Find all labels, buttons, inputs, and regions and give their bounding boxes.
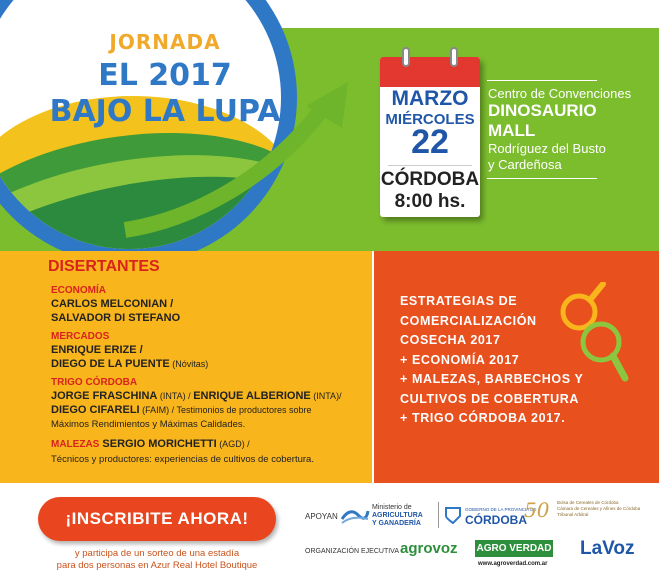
topic-line: + MALEZAS, BARBECHOS Y: [400, 372, 584, 386]
bolsa-logo-text: [557, 500, 640, 518]
sponsor-text: Ministerio de: [372, 504, 412, 511]
section-title-mercados: MERCADOS: [51, 331, 110, 342]
calendar-ring-icon: [402, 47, 410, 67]
sponsor-text: GOBIERNO DE LA PROVINCIA DE: [465, 507, 537, 512]
section-title-economia: ECONOMÍA: [51, 285, 106, 296]
organizer-label: ORGANIZACIÓN EJECUTIVA: [305, 548, 399, 555]
speaker-line: [51, 404, 312, 416]
section-title-malezas: MALEZAS: [51, 439, 100, 450]
speaker-line: [51, 390, 342, 402]
calendar-header: [380, 57, 480, 87]
venue-info: [488, 86, 653, 173]
panel-divider: [372, 251, 374, 483]
header-banner: [0, 0, 659, 251]
topic-line: ESTRATEGIAS DE: [400, 294, 518, 308]
calendar-month: MARZO: [391, 87, 469, 110]
bolsa-50-logo: 50: [524, 498, 550, 522]
speaker-affiliation: (Nóvitas): [169, 359, 209, 369]
calendar-time: 8:00 hs.: [394, 191, 466, 212]
event-title: [40, 58, 290, 130]
sponsor-divider: [438, 502, 439, 528]
topic-line: + TRIGO CÓRDOBA 2017.: [400, 411, 566, 425]
ministerio-logo-icon: [340, 505, 370, 525]
agroverdad-url: www.agroverdad.com.ar: [478, 561, 548, 567]
section-title-trigo: TRIGO CÓRDOBA: [51, 377, 138, 388]
topic-line: CULTIVOS DE COBERTURA: [400, 391, 580, 406]
speaker-name: DIEGO DE LA PUENTE: [51, 358, 170, 370]
raffle-line: y participa de un sorteo de una estadía: [74, 548, 240, 559]
sponsor-text: AGRICULTURA: [372, 512, 423, 519]
speaker-affiliation: (INTA) /: [157, 391, 194, 401]
venue-address: y Cardeñosa: [488, 157, 562, 172]
event-kicker: JORNADA: [109, 30, 221, 54]
raffle-text: [38, 548, 276, 572]
speaker-note: Máximos Rendimientos y Máximas Calidades.: [51, 419, 246, 430]
sponsor-text: Y GANADERÍA: [372, 520, 421, 527]
topic-line: COSECHA 2017: [400, 333, 501, 347]
agroverdad-logo: AGRO VERDAD: [475, 540, 553, 557]
calendar-day-number: 22: [411, 123, 449, 161]
venue-name: MALL: [488, 121, 536, 140]
speaker-name: DIEGO CIFARELI: [51, 404, 140, 416]
venue-divider: [487, 80, 597, 81]
agrovoz-logo: agrovoz: [400, 540, 458, 557]
magnifier-icon: [555, 282, 645, 392]
speaker-line: CARLOS MELCONIAN /: [51, 298, 174, 310]
speaker-line: [51, 438, 250, 450]
venue-name: DINOSAURIO: [488, 101, 597, 120]
event-title-line: EL 2017: [98, 58, 232, 93]
speaker-affiliation: (FAIM) / Testimonios de productores sobre: [139, 405, 312, 415]
sponsor-text: Bolsa de Cereales de Córdoba: [557, 500, 619, 505]
raffle-line: para dos personas en Azur Real Hotel Boutique: [56, 560, 258, 571]
topic-line: + ECONOMÍA 2017: [400, 352, 520, 367]
calendar-city: CÓRDOBA: [380, 169, 480, 190]
topic-line: COMERCIALIZACIÓN: [400, 313, 537, 328]
sponsor-text: CÓRDOBA: [465, 513, 527, 527]
speaker-affiliation: (INTA)/: [310, 391, 342, 401]
speaker-line: ENRIQUE ERIZE /: [51, 344, 143, 356]
speaker-name: ENRIQUE ALBERIONE: [193, 390, 311, 402]
register-button[interactable]: ¡INSCRIBITE AHORA!: [38, 497, 276, 541]
calendar-ring-icon: [450, 47, 458, 67]
speaker-note: Técnicos y productores: experiencias de cultivos de cobertura.: [51, 454, 314, 465]
speaker-line: SALVADOR DI STEFANO: [51, 312, 181, 324]
speaker-affiliation: (AGD) /: [216, 439, 250, 449]
event-title-line: BAJO LA LUPA: [49, 94, 281, 129]
ministerio-logo: [372, 504, 423, 528]
speaker-name: SERGIO MORICHETTI: [99, 438, 217, 450]
speaker-name: JORGE FRASCHINA: [51, 390, 158, 402]
date-calendar: [380, 57, 480, 217]
support-label: APOYAN: [305, 512, 338, 521]
venue-divider: [487, 178, 597, 179]
calendar-weekday: MIÉRCOLES: [385, 111, 475, 128]
venue-type: Centro de Convenciones: [488, 86, 632, 101]
venue-address: Rodríguez del Busto: [488, 141, 606, 156]
speakers-heading: DISERTANTES: [48, 258, 160, 275]
speaker-line: [51, 358, 208, 370]
sponsor-text: Tribunal Arbitral: [557, 512, 589, 517]
calendar-divider: [388, 165, 472, 166]
lavoz-logo: LaVoz: [580, 538, 635, 559]
sponsor-text: Cámara de Cereales y Afines de Córdoba: [557, 506, 641, 511]
cordoba-shield-icon: [444, 506, 462, 524]
